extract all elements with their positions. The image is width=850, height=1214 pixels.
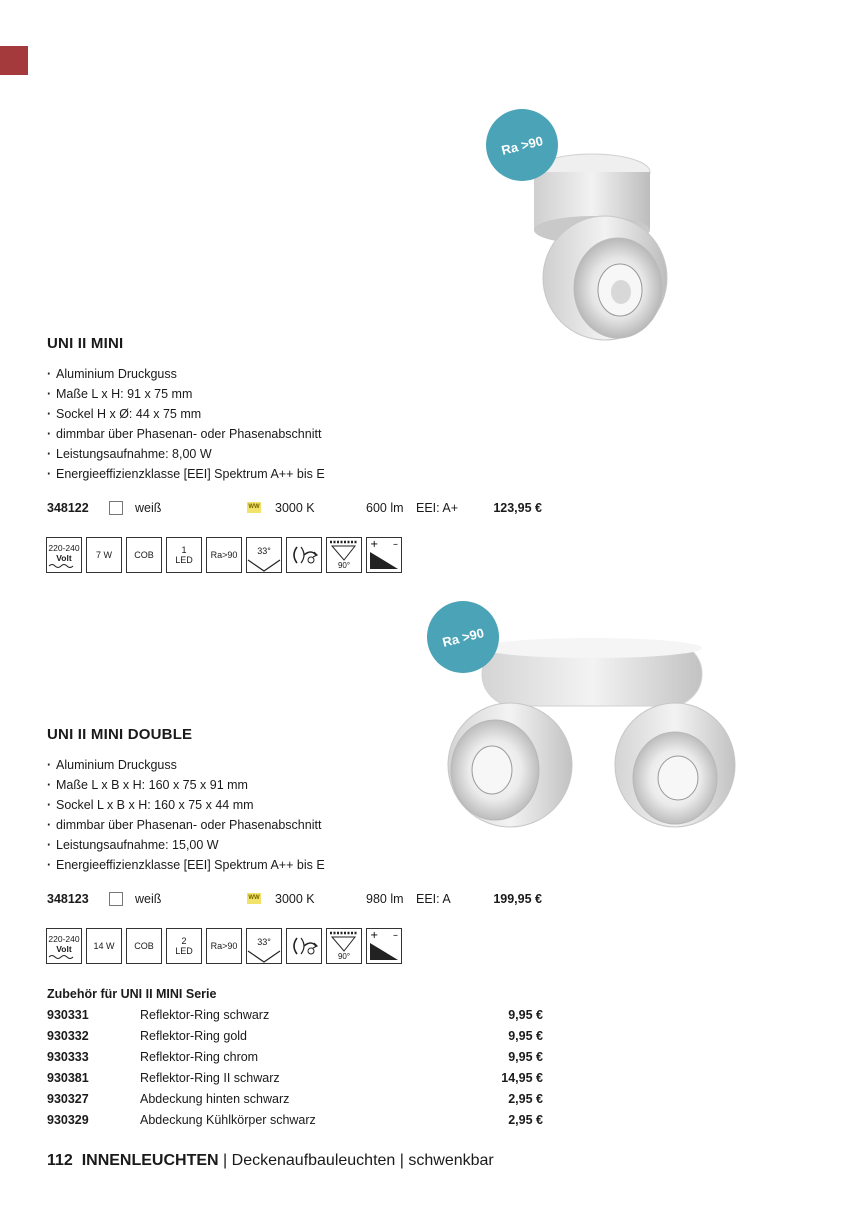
product-image-uni-ii-mini: [520, 150, 670, 350]
svg-text:+: +: [370, 539, 379, 550]
lumen-value: 600 lm: [366, 501, 404, 515]
article-number: 930329: [47, 1113, 89, 1127]
warm-white-icon: WW: [247, 502, 261, 513]
section-color-tab: [0, 46, 28, 75]
price: 199,95 €: [493, 892, 542, 906]
accessory-row: [47, 1068, 543, 1088]
page-footer: [47, 1152, 494, 1170]
color-swatch: [109, 892, 123, 906]
price: 14,95 €: [501, 1071, 543, 1085]
color-name: weiß: [135, 501, 162, 515]
color-swatch: [109, 501, 123, 515]
price: 9,95 €: [508, 1050, 543, 1064]
feature-item: · Maße L x B x H: 160 x 75 x 91 mm: [47, 775, 325, 795]
accessory-name: Reflektor-Ring gold: [140, 1029, 247, 1043]
accessory-row: [47, 1089, 543, 1109]
feature-item: · Energieeffizienzklasse [EEI] Spektrum A++ bis E: [47, 464, 325, 484]
voltage-icon: 220-240 Volt: [46, 537, 82, 573]
separator: |: [218, 1152, 232, 1169]
rotate-icon: [286, 928, 322, 964]
lumen-value: 980 lm: [366, 892, 404, 906]
ra-badge: Ra >90: [427, 601, 499, 673]
article-number: 930381: [47, 1071, 89, 1085]
wattage-icon: 7 W: [86, 537, 122, 573]
variant-row: [47, 889, 547, 909]
cri-icon: Ra>90: [206, 928, 242, 964]
feature-item: · Energieeffizienzklasse [EEI] Spektrum A++ bis E: [47, 855, 325, 875]
price: 123,95 €: [493, 501, 542, 515]
product-title: UNI II MINI DOUBLE: [47, 726, 193, 743]
svg-text:+: +: [370, 930, 379, 941]
rotate-icon: [286, 537, 322, 573]
feature-list: [47, 364, 325, 484]
article-number: 930331: [47, 1008, 89, 1022]
voltage-icon: 220-240 Volt: [46, 928, 82, 964]
accessory-name: Reflektor-Ring II schwarz: [140, 1071, 280, 1085]
section-name: INNENLEUCHTEN: [81, 1152, 219, 1169]
feature-item: · Aluminium Druckguss: [47, 755, 325, 775]
cob-chip-icon: COB: [126, 537, 162, 573]
page-number: 112: [47, 1152, 73, 1169]
category-name: Deckenaufbauleuchten: [231, 1152, 396, 1169]
subcategory-name: schwenkbar: [408, 1152, 494, 1169]
accessory-name: Abdeckung Kühlkörper schwarz: [140, 1113, 316, 1127]
color-temperature: 3000 K: [275, 892, 315, 906]
energy-class: EEI: A: [416, 892, 451, 906]
accessory-row: [47, 1110, 543, 1130]
article-number: 930327: [47, 1092, 89, 1106]
feature-item: · Leistungsaufnahme: 15,00 W: [47, 835, 325, 855]
article-number: 348123: [47, 892, 89, 906]
article-number: 930333: [47, 1050, 89, 1064]
feature-item: · Sockel H x Ø: 44 x 75 mm: [47, 404, 325, 424]
product-title: UNI II MINI: [47, 335, 124, 352]
led-count-icon: 1 LED: [166, 537, 202, 573]
accessory-row: [47, 1005, 543, 1025]
accessory-name: Abdeckung hinten schwarz: [140, 1092, 290, 1106]
spec-icon-row: [46, 537, 402, 573]
warm-white-icon: WW: [247, 893, 261, 904]
ra-badge: Ra >90: [486, 109, 558, 181]
energy-class: EEI: A+: [416, 501, 459, 515]
article-number: 348122: [47, 501, 89, 515]
cob-chip-icon: COB: [126, 928, 162, 964]
tilt-angle-icon: 90°: [326, 537, 362, 573]
beam-angle-icon: 33°: [246, 537, 282, 573]
accessory-name: Reflektor-Ring chrom: [140, 1050, 259, 1064]
spec-icon-row: [46, 928, 402, 964]
svg-text:–: –: [393, 930, 398, 941]
color-name: weiß: [135, 892, 162, 906]
feature-item: · dimmbar über Phasenan- oder Phasenabschnitt: [47, 424, 325, 444]
price: 2,95 €: [508, 1113, 543, 1127]
accessory-row: [47, 1047, 543, 1067]
dimmable-icon: [366, 928, 402, 964]
price: 9,95 €: [508, 1029, 543, 1043]
beam-angle-icon: 33°: [246, 928, 282, 964]
cri-icon: Ra>90: [206, 537, 242, 573]
dimmable-icon: [366, 537, 402, 573]
feature-item: · Maße L x H: 91 x 75 mm: [47, 384, 325, 404]
tilt-angle-icon: 90°: [326, 928, 362, 964]
separator: |: [395, 1152, 409, 1169]
variant-row: [47, 498, 547, 518]
feature-item: · Sockel L x B x H: 160 x 75 x 44 mm: [47, 795, 325, 815]
accessory-row: [47, 1026, 543, 1046]
wattage-icon: 14 W: [86, 928, 122, 964]
feature-item: · Leistungsaufnahme: 8,00 W: [47, 444, 325, 464]
svg-text:–: –: [393, 539, 398, 550]
led-count-icon: 2 LED: [166, 928, 202, 964]
feature-item: · dimmbar über Phasenan- oder Phasenabschnitt: [47, 815, 325, 835]
article-number: 930332: [47, 1029, 89, 1043]
accessory-name: Reflektor-Ring schwarz: [140, 1008, 270, 1022]
accessories-title: Zubehör für UNI II MINI Serie: [47, 987, 217, 1001]
price: 9,95 €: [508, 1008, 543, 1022]
feature-item: · Aluminium Druckguss: [47, 364, 325, 384]
price: 2,95 €: [508, 1092, 543, 1106]
color-temperature: 3000 K: [275, 501, 315, 515]
feature-list: [47, 755, 325, 875]
